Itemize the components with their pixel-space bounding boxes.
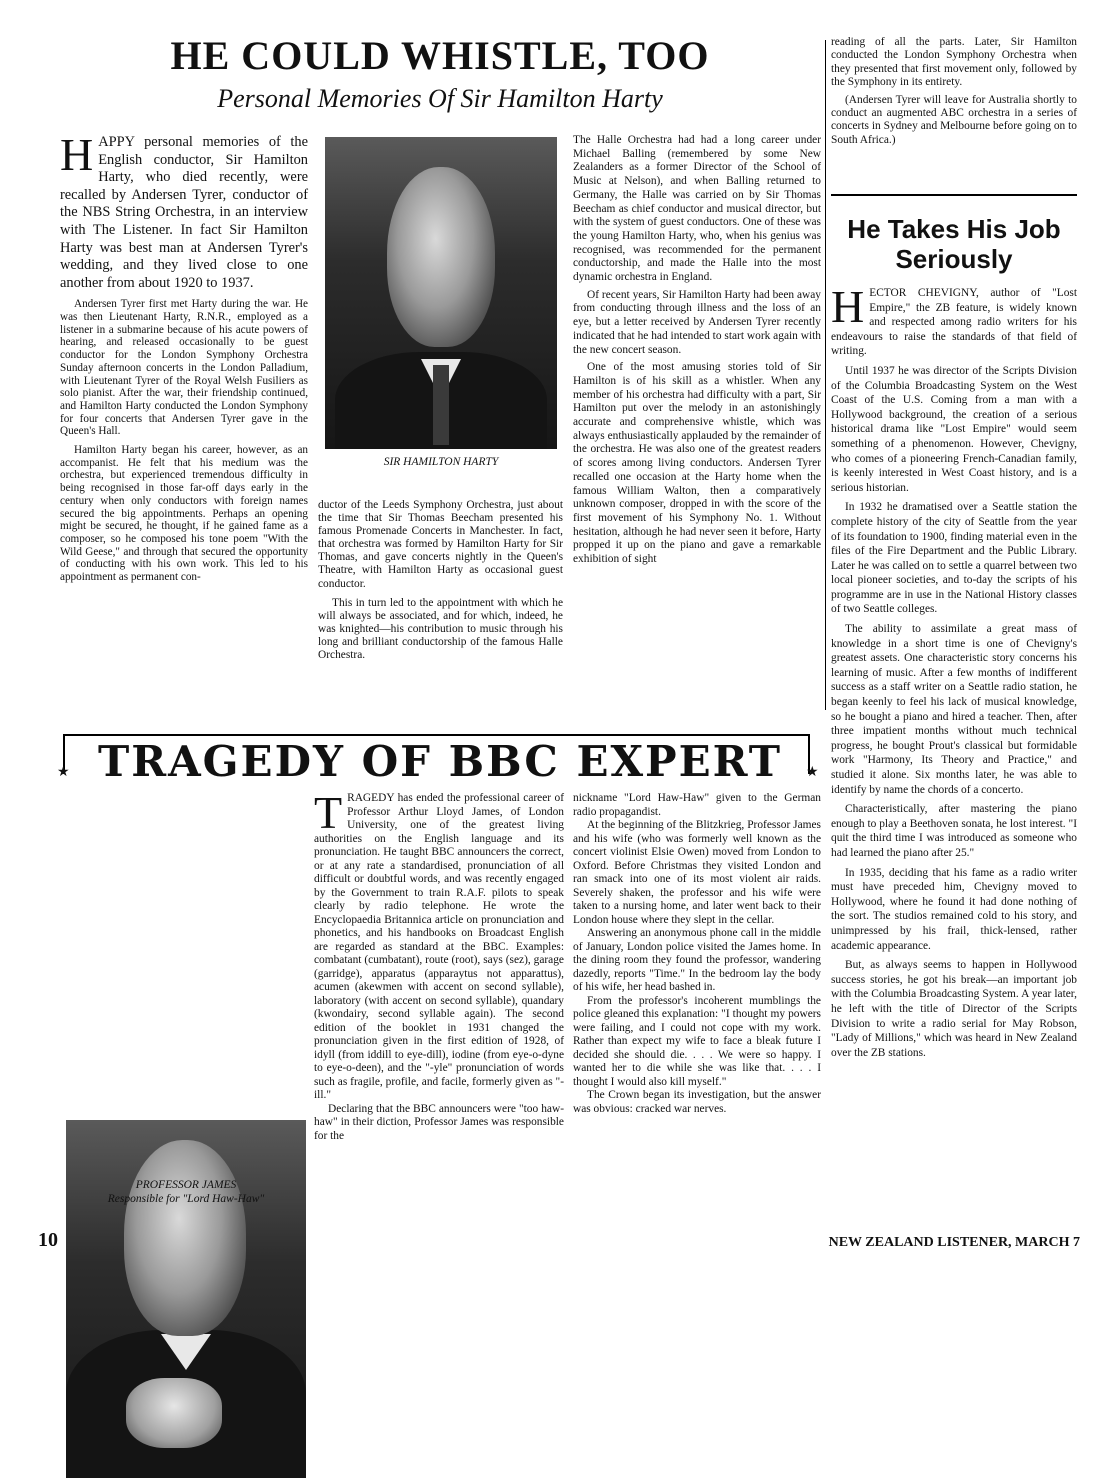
- star-icon: ★: [57, 765, 70, 780]
- bbc-box-top-rule: [63, 734, 810, 736]
- hand-shape: [126, 1378, 222, 1448]
- chevigny-body: [831, 281, 1077, 1060]
- paragraph: nickname "Lord Haw-Haw" given to the German radio propagandist.: [573, 792, 821, 818]
- bbc-column-2: [573, 792, 821, 1116]
- drop-cap: H: [60, 129, 94, 180]
- paragraph: HECTOR CHEVIGNY, author of "Lost Empire," the ZB feature, is widely known and respected among radio writers for his endeavours to raise the standards of that field of writing.: [831, 281, 1077, 358]
- caption-subtitle: Responsible for "Lord Haw-Haw": [107, 1193, 265, 1205]
- paragraph: In 1932 he dramatised over a Seattle station the complete history of the city of Seattle from the year of its foundation to 1900, finding material even in the files of the Fire Department and the Public Library. Later he was called on to settle a quarrel between two local pioneer societies, and to-day the scripts of his programme are in use in the National History classes of two Seattle colleges.: [831, 501, 1077, 616]
- paragraph: Of recent years, Sir Hamilton Harty had been away from conducting through illness and the loss of an eye, but a letter received by Andersen Tyrer recently indicated that he had intended to start work again with the new concert season.: [573, 288, 821, 356]
- harty-photo: [325, 137, 557, 449]
- paragraph: The Crown began its investigation, but the answer was obvious: cracked war nerves.: [573, 1089, 821, 1115]
- professor-james-photo: [66, 1120, 306, 1478]
- paragraph: At the beginning of the Blitzkrieg, Professor James and his wife (who was formerly well known as the concert violinist Elsie Owen) moved from London to Oxford. Before Christmas they visited London and ran smack into one of its most violent air raids. Severely shaken, the professor and his wife were taken to a nursing home, and later went back to their London house where they slept in the cellar.: [573, 819, 821, 926]
- harty-photo-caption: SIR HAMILTON HARTY: [383, 456, 499, 468]
- chevigny-headline: He Takes His Job Seriously: [847, 214, 1061, 274]
- paragraph: The ability to assimilate a great mass of knowledge in a short time is one of Chevigny's greatest assets. One characteristic story concerns his learning of music. After a few months of indifferent success as a staff writer on a Seattle radio station, he began keenly to feel his lack of musical knowledge, so he bought a piano and hired a teacher. Then, after three impatient months without much technical progress, he bought Prout's classical but formidable work "Harmony, Its Theory and Practice," and studied it alone. Six months later, he was able to identify by name the chords of a concerto.: [831, 623, 1077, 796]
- paragraph: Answering an anonymous phone call in the middle of January, London police visited the James home. In the dining room they found the professor, wandering dazedly, reports "Time." In the bedroom lay the body of his wife, her head bashed in.: [573, 927, 821, 993]
- paragraph: Until 1937 he was director of the Scripts Division of the Columbia Broadcasting System on the West Coast of the U.S. Coming from a man with a Hollywood background, the creation of a serious historical drama like "Lost Empire" would seem something of a phenomenon. However, Chevigny, who comes of a pioneering French-Canadian family, is keenly interested in West Coast history, and is a serious historian.: [831, 364, 1077, 494]
- bbc-column-1: [314, 787, 564, 1143]
- harty-column-4: [831, 36, 1077, 147]
- paragraph: Andersen Tyrer first met Harty during the war. He was then Lieutenant Harty, R.N.R., employed as a listener in a submarine because of his acute powers of hearing, and released occasionally to be guest conductor for the London Symphony Orchestra Sunday afternoon concerts in the London Palladium, with Lieutenant Tyrer of the Royal Welsh Fusiliers as solo pianist. After the war, their friendship continued, and Hamilton Harty conducted the London Symphony for four concerts that Andersen Tyrer gave in the Queen's Hall.: [60, 298, 308, 438]
- caption-name: PROFESSOR JAMES: [135, 1179, 237, 1191]
- harty-column-2: [318, 499, 563, 662]
- paragraph: From the professor's incoherent mumblings the police gleaned this explanation: "I thought my powers were failing, and I could not cope with my work. Rather than expect my wife to face a bleak future I decided she should die. . . . We were so happy. I wanted her to die while she was like that. . . . I thought I would also kill myself.": [573, 994, 821, 1088]
- harty-column-1: [60, 129, 308, 584]
- harty-headline: HE COULD WHISTLE, TOO: [170, 33, 710, 78]
- column-rule: [825, 40, 826, 710]
- chevigny-top-rule: [831, 194, 1077, 196]
- paragraph: One of the most amusing stories told of Sir Hamilton is of his skill as a whistler. When any member of his orchestra had difficulty with a part, Sir Hamilton put over the melody in an astonishingly accurate and comprehensive whistle, which was always enthusiastically applauded by the remainder of the orchestra. He was also one of the greatest readers of scores among living conductors. Andersen Tyrer recalled one occasion at the Harty home when the famous William Walton, then a comparatively unknown composer, dropped in with the score of the first movement of his Symphony No. 1. Without hesitation, although he had never seen it before, Harty propped it up on the piano and gave a remarkable exhibition of sight: [573, 361, 821, 566]
- paragraph: In 1935, deciding that his fame as a radio writer must have preceded him, Chevigny moved to Hollywood, where he found it had done nothing of the sort. The studios remained cold to his story, and unimpressed by his frail, thick-lensed, rather academic appearance.: [831, 866, 1077, 952]
- star-icon: ★: [806, 765, 819, 780]
- bbc-headline: TRAGEDY OF BBC EXPERT: [97, 737, 783, 786]
- drop-cap: T: [314, 787, 343, 838]
- paragraph: This in turn led to the appointment with which he will always be associated, and for which, indeed, he was knighted—his contribution to music through his long and brilliant conductorship of the famous Halle Orchestra.: [318, 596, 563, 662]
- paragraph: The Halle Orchestra had had a long career under Michael Balling (remembered by some New Zealanders as a former Director of the School of Music at Nelson), and when Balling returned to Germany, the Halle was carried on by Sir Thomas Beecham as chief conductor and musical director, but with the system of guest conductors. One of these was the young Hamilton Harty, who, when his genius was recognised, was recommended for the permanent conductorship, and made the Halle into the most dynamic orchestra in England.: [573, 134, 821, 284]
- paragraph: reading of all the parts. Later, Sir Hamilton conducted the London Symphony Orchestra when they presented that first movement only, followed by the Symphony in its entirety.: [831, 36, 1077, 89]
- paragraph: Hamilton Harty began his career, however, as an accompanist. He felt that his medium was the orchestra, but experienced tremendous difficulty in being recognised in those far-off days early in the century when only conductors with foreign names secured the big appointments. Perhaps an opening might be secured, he thought, if he gained fame as a composer, so he composed his tone poem "With the Wild Geese," and through that secured the opportunity of conducting with his own work. This led to his appointment as permanent con-: [60, 444, 308, 584]
- harty-subhead: Personal Memories Of Sir Hamilton Harty: [217, 84, 663, 113]
- paragraph: Declaring that the BBC announcers were "too haw-haw" in their diction, Professor James was responsible for the: [314, 1102, 564, 1142]
- paragraph: (Andersen Tyrer will leave for Australia shortly to conduct an augmented ABC orchestra in a series of concerts in Sydney and Melbourne before going on to South Africa.): [831, 93, 1077, 146]
- drop-cap: H: [831, 281, 865, 332]
- publication-line: NEW ZEALAND LISTENER, MARCH 7: [828, 1235, 1080, 1250]
- paragraph: But, as always seems to happen in Hollywood success stories, he got his break—an important job with the Columbia Broadcasting System. A year later, he left with the title of Director of the Scripts Division to write a radio serial for May Robson, "Lady of Millions," which was heard in New Zealand over the ZB stations.: [831, 959, 1077, 1059]
- paragraph: TRAGEDY has ended the professional career of Professor Arthur Lloyd James, of London University, one of the greatest living authorities on the English language and its pronunciation. He taught BBC announcers the correct, or at any rate a standardised, pronunciation of all difficult or doubtful words, and was recently engaged by the Government to train R.A.F. pilots to speak clearly by radio telephone. He wrote the Encyclopaedia Britannica article on pronunciation and phonetics, and his handbooks on Broadcast English are regarded as standard at the BBC. Examples: combatant (cumbatant), route (root), says (sez), garage (garridge), apparatus (apparaytus not apparattus), acumen (akewmen with accent on second syllable), laboratory (with accent on second syllable), quandary (kwondairy, second syllable again). The second edition of the booklet in 1931 changed the pronunciation given in the first edition of 1928, of idyll (from iddill to eye-dill), iodine (from eye-o-dyne to eye-o-deen), and the "-yle" pronunciation of words such as fragile, profile, and facile, formerly given as "-ill.": [314, 787, 564, 1101]
- harty-column-3: [573, 134, 821, 567]
- harty-intro: HAPPY personal memories of the English conductor, Sir Hamilton Harty, who died recently, were recalled by Andersen Tyrer, conductor of the NBS String Orchestra, in an interview with The Listener. In fact Sir Hamilton Harty was best man at Andersen Tyrer's wedding, and they lived close to one another from about 1920 to 1937.: [60, 129, 308, 291]
- page-number: 10: [38, 1229, 58, 1251]
- paragraph: Characteristically, after mastering the piano enough to play a Beethoven sonata, he lost interest. "I quit the third time I was introduced as someone who had learned the piano after 25.": [831, 803, 1077, 859]
- paragraph: ductor of the Leeds Symphony Orchestra, just about the time that Sir Thomas Beecham presented his famous Promenade Concerts in Manchester. In fact, that orchestra was formed by Hamilton Harty for Sir Thomas, and gave concerts nightly in the Queen's Theatre, with Hamilton Harty as occasional guest conductor.: [318, 499, 563, 590]
- professor-james-caption: [66, 1178, 306, 1206]
